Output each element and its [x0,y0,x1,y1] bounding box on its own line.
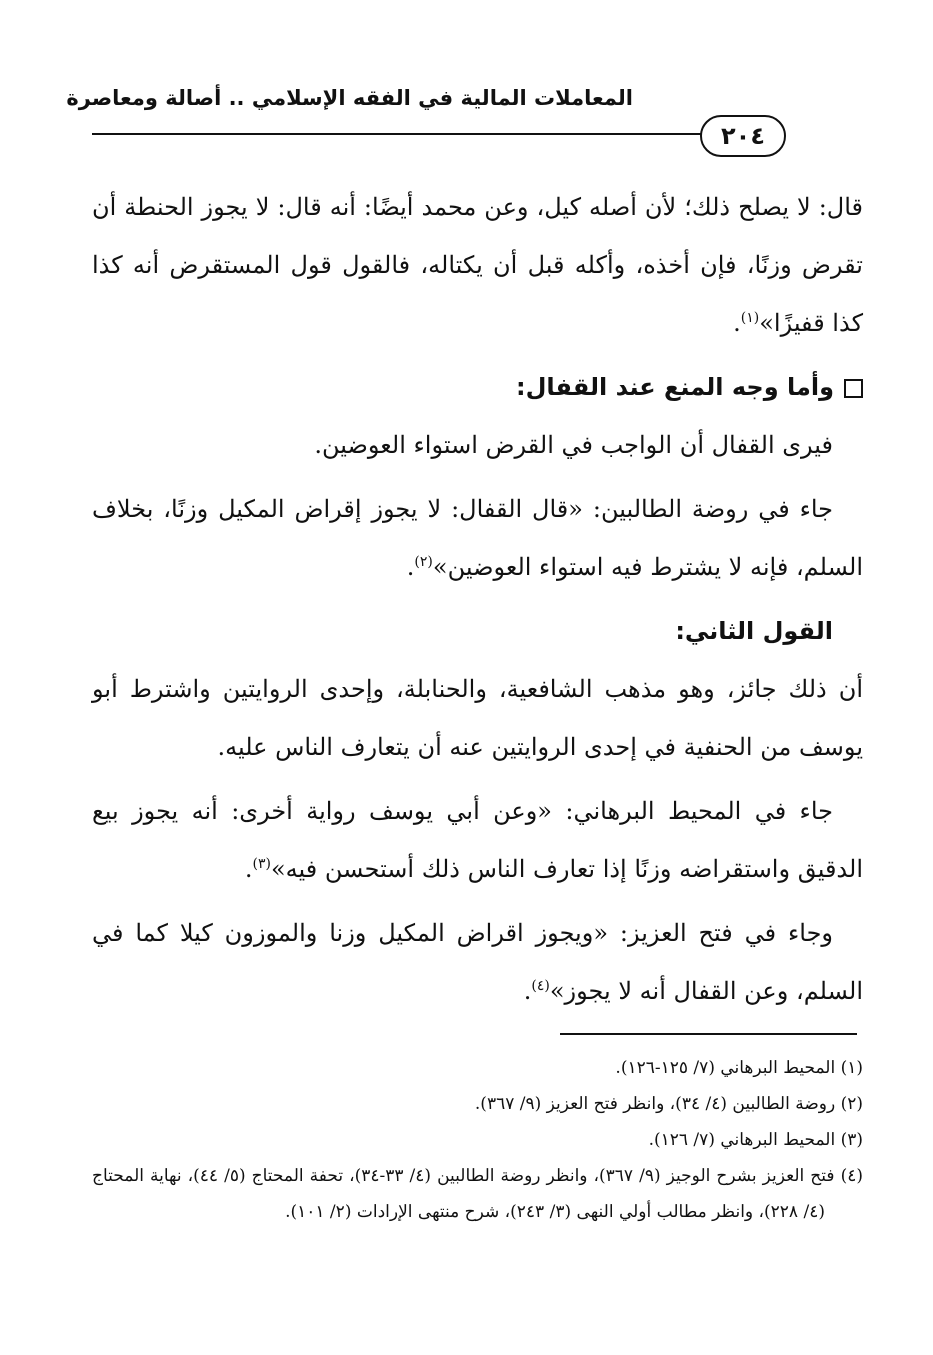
square-bullet-icon [844,379,863,398]
paragraph-6: وجاء في فتح العزيز: «ويجوز اقراض المكيل وزنا والموزون كيلا كما في السلم، وعن القفال أنه لا يجوز»$^{(٤)}$. [92,919,863,1005]
footnote-2: (٢) روضة الطالبين (٤/ ٣٤)، وانظر فتح العزيز (٩/ ٣٦٧). [474,1094,863,1114]
paragraph-1: قال: لا يصلح ذلك؛ لأن أصله كيل، وعن محمد أيضًا: أنه قال: لا يجوز الحنطة أن تقرض وزنًا، فإن أخذه، وأكله قبل أن يكتاله، فالقول قول المستقرض أنه كذا كذا قفيزًا»$^{(١)}$. [92,193,864,337]
footnote-1: (١) المحيط البرهاني (٧/ ١٢٥-١٢٦). [615,1058,863,1078]
paragraph-5: جاء في المحيط البرهاني: «وعن أبي يوسف رواية أخرى: أنه يجوز بيع الدقيق واستقراضه وزنًا إذا تعارف الناس ذلك أستحسن فيه»$^{(٣)}$. [92,797,863,883]
main-text [92,178,863,1020]
footnotes [92,1050,863,1230]
footnote-ref-1: (١) [740,310,760,326]
paragraph-3: جاء في روضة الطالبين: «قال القفال: لا يجوز إقراض المكيل وزنًا، بخلاف السلم، فإنه لا يشترط فيه استواء العوضين»$^{(٢)}$. [92,495,863,581]
footnote-ref-4: (٤) [531,978,550,994]
footnote-ref-3: (٣) [252,856,271,872]
footnote-separator [560,1033,857,1035]
section-heading-second-opinion: القول الثاني: [675,617,833,645]
section-heading-prohibition: وأما وجه المنع عند القفال: [92,358,863,416]
paragraph-2: فيرى القفال أن الواجب في القرض استواء العوضين. [314,431,833,459]
header-rule [92,133,702,135]
page-number-badge: ٢٠٤ [700,115,786,157]
footnote-ref-2: (٢) [414,554,433,570]
footnote-3: (٣) المحيط البرهاني (٧/ ١٢٦). [648,1130,863,1150]
running-title: المعاملات المالية في الفقه الإسلامي .. أصالة ومعاصرة [66,86,633,110]
footnote-4: (٤) فتح العزيز بشرح الوجيز (٩/ ٣٦٧)، وانظر روضة الطالبين (٤/ ٣٣-٣٤)، تحفة المحتاج (٥/ ٤٤)، نهاية المحتاج (٤/ ٢٢٨)، وانظر مطالب أولي النهى (٣/ ٢٤٣)، شرح منتهى الإرادات (٢/ ١٠١). [92,1166,863,1222]
paragraph-4: أن ذلك جائز، وهو مذهب الشافعية، والحنابلة، وإحدى الروايتين واشترط أبو يوسف من الحنفية في إحدى الروايتين عنه أن يتعارف الناس عليه. [92,675,864,761]
